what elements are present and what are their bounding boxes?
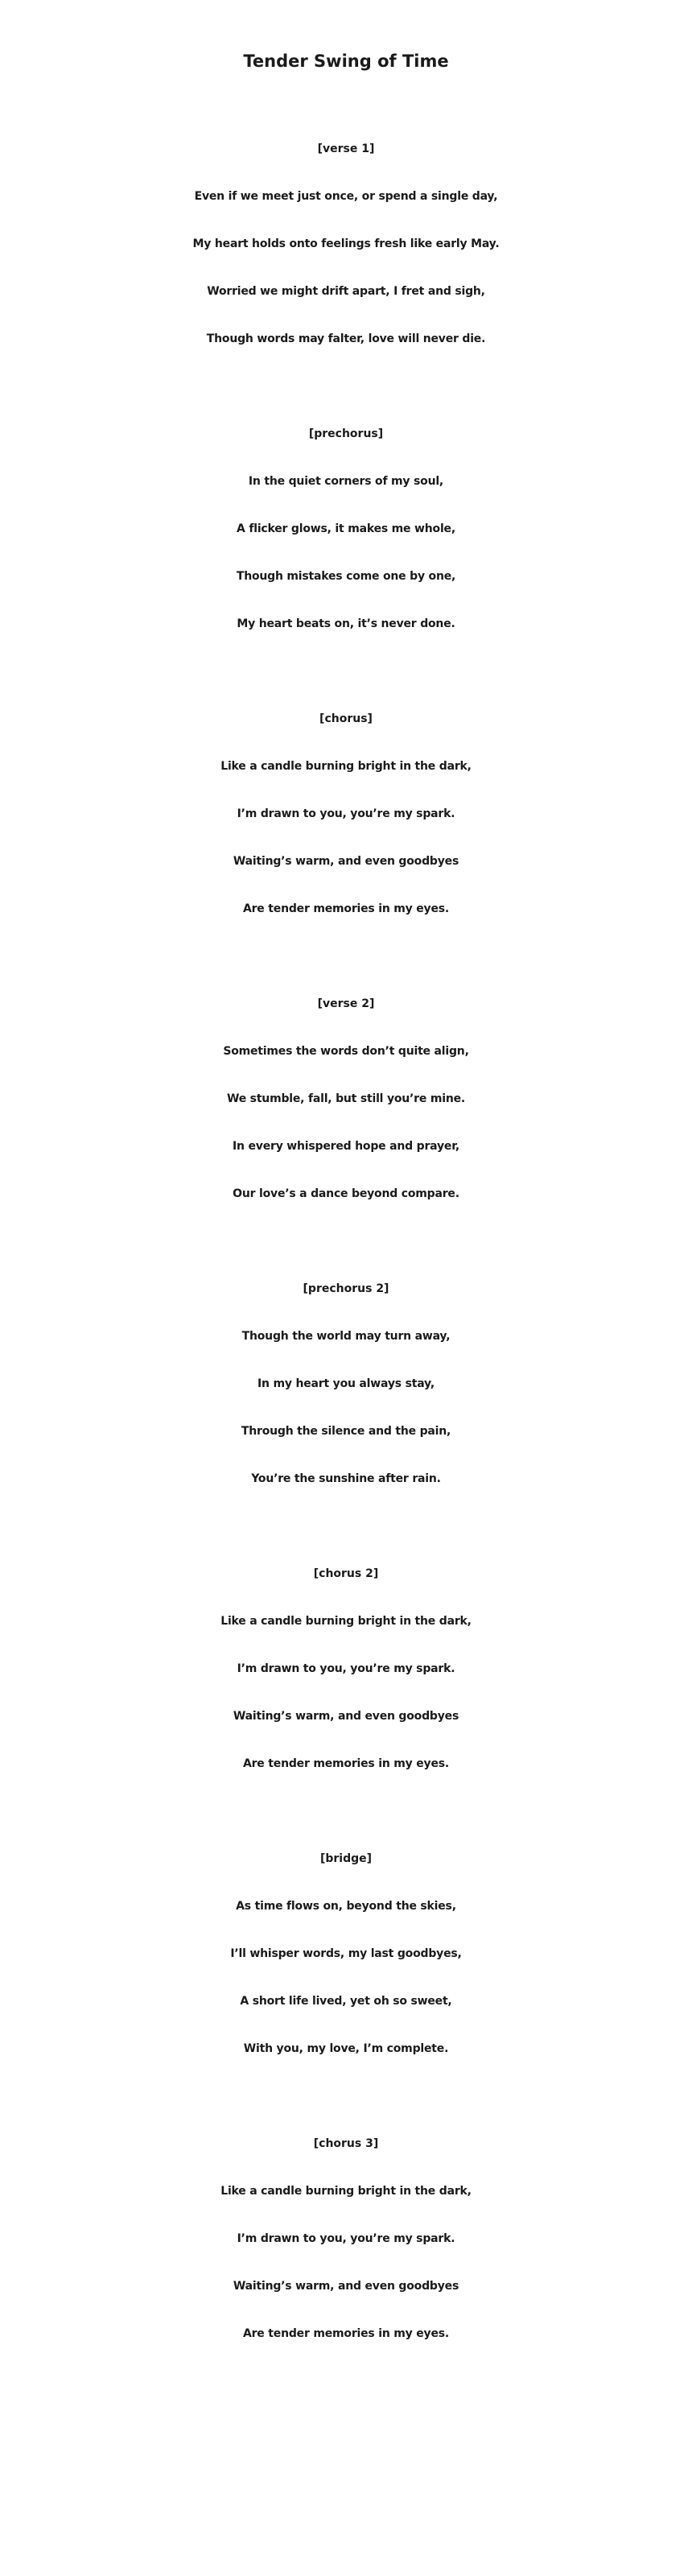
song-title: Tender Swing of Time bbox=[243, 52, 449, 71]
lyrics-section bbox=[0, 1265, 692, 1550]
lyric-line: With you, my love, I’m complete. bbox=[243, 2042, 449, 2055]
lyrics-section bbox=[0, 2120, 692, 2405]
lyric-line: As time flows on, beyond the skies, bbox=[236, 1900, 456, 1913]
section-label: [chorus] bbox=[319, 712, 373, 725]
lyric-line: Sometimes the words don’t quite align, bbox=[223, 1045, 469, 1058]
lyric-line: Like a candle burning bright in the dark, bbox=[220, 1615, 472, 1628]
lyric-line: Waiting’s warm, and even goodbyes bbox=[233, 2280, 459, 2293]
lyric-line: Our love’s a dance beyond compare. bbox=[233, 1187, 459, 1200]
lyric-line: Though mistakes come one by one, bbox=[236, 570, 456, 583]
lyrics-section bbox=[0, 980, 692, 1265]
lyric-line: I’m drawn to you, you’re my spark. bbox=[237, 807, 455, 820]
lyrics-body bbox=[0, 126, 692, 2405]
lyric-line: Through the silence and the pain, bbox=[241, 1425, 451, 1438]
lyric-line: Waiting’s warm, and even goodbyes bbox=[233, 855, 459, 868]
lyric-line: Even if we meet just once, or spend a single day, bbox=[194, 190, 498, 203]
lyric-line: A short life lived, yet oh so sweet, bbox=[240, 1995, 452, 2008]
lyric-line: I’m drawn to you, you’re my spark. bbox=[237, 1662, 455, 1675]
lyric-line: My heart holds onto feelings fresh like early May. bbox=[192, 237, 500, 250]
lyrics-section bbox=[0, 126, 692, 411]
section-label: [verse 2] bbox=[317, 997, 375, 1010]
section-label: [prechorus 2] bbox=[303, 1282, 389, 1295]
lyrics-section bbox=[0, 411, 692, 696]
lyric-line: Like a candle burning bright in the dark, bbox=[220, 760, 472, 773]
lyric-line: Are tender memories in my eyes. bbox=[242, 2327, 450, 2340]
lyric-line: Though the world may turn away, bbox=[241, 1330, 451, 1343]
lyric-line: I’ll whisper words, my last goodbyes, bbox=[230, 1947, 462, 1960]
lyric-line: A flicker glows, it makes me whole, bbox=[237, 522, 455, 535]
section-label: [chorus 3] bbox=[313, 2137, 379, 2150]
lyric-line: In every whispered hope and prayer, bbox=[233, 1140, 459, 1153]
lyric-line: In the quiet corners of my soul, bbox=[248, 475, 444, 488]
lyric-line: Like a candle burning bright in the dark, bbox=[220, 2185, 472, 2198]
lyric-line: In my heart you always stay, bbox=[257, 1377, 435, 1390]
lyric-line: Worried we might drift apart, I fret and sigh, bbox=[207, 285, 485, 298]
lyric-line: Are tender memories in my eyes. bbox=[242, 902, 450, 915]
section-label: [chorus 2] bbox=[313, 1567, 379, 1580]
lyrics-section bbox=[0, 1835, 692, 2120]
lyric-line: Though words may falter, love will never die. bbox=[206, 332, 486, 345]
section-label: [verse 1] bbox=[317, 142, 375, 155]
lyrics-section bbox=[0, 1550, 692, 1835]
lyric-line: Waiting’s warm, and even goodbyes bbox=[233, 1710, 459, 1723]
lyric-line: My heart beats on, it’s never done. bbox=[237, 617, 455, 630]
lyric-line: Are tender memories in my eyes. bbox=[242, 1757, 450, 1770]
lyric-line: You’re the sunshine after rain. bbox=[251, 1472, 441, 1485]
section-label: [bridge] bbox=[319, 1852, 373, 1865]
lyric-line: We stumble, fall, but still you’re mine. bbox=[226, 1092, 466, 1105]
lyric-line: I’m drawn to you, you’re my spark. bbox=[237, 2232, 455, 2245]
section-label: [prechorus] bbox=[308, 427, 384, 440]
lyrics-section bbox=[0, 696, 692, 980]
